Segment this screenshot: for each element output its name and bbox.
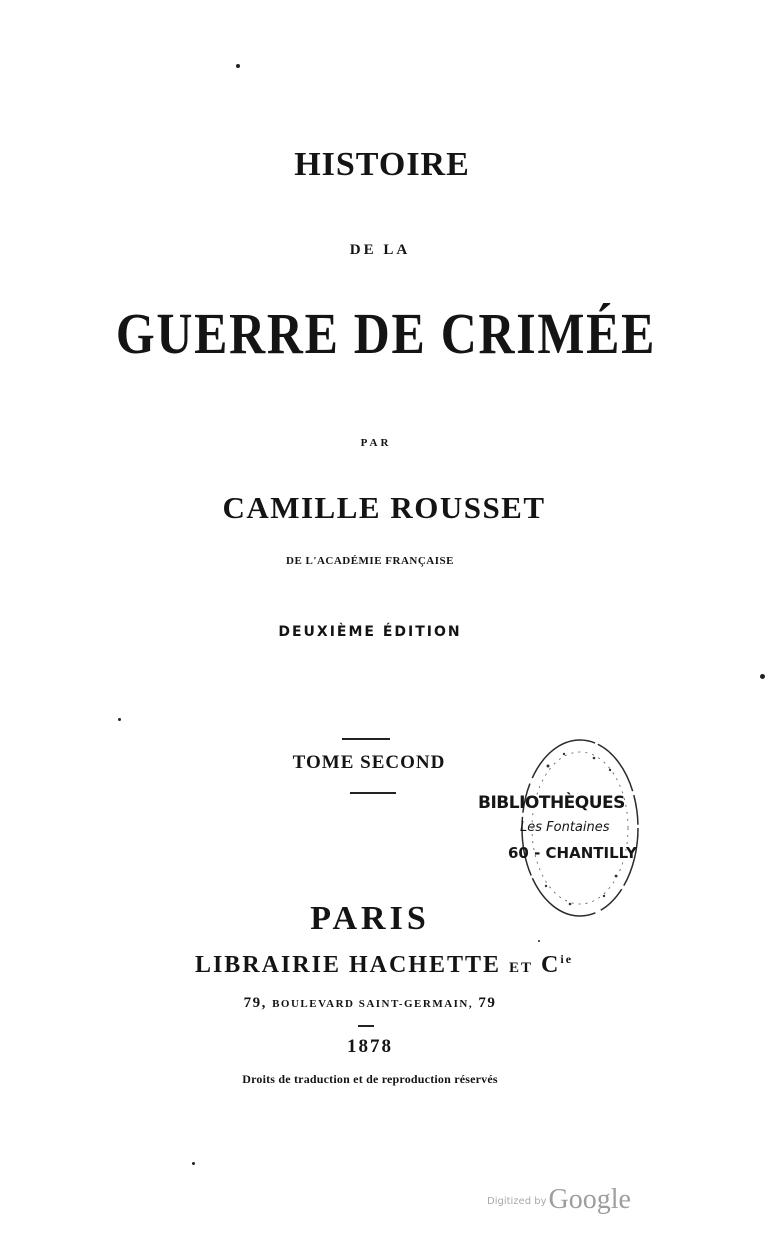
watermark-brand: Google — [548, 1184, 631, 1215]
volume-label: TOME SECOND — [292, 752, 446, 773]
address-number-1: 79, — [243, 995, 267, 1011]
watermark-prefix: Digitized by — [487, 1196, 547, 1207]
scan-speck — [236, 64, 240, 68]
edition-label: DEUXIÈME ÉDITION — [278, 624, 462, 640]
publisher-co: C — [541, 952, 561, 978]
byline-par: PAR — [360, 437, 392, 449]
publisher-et: ET — [509, 960, 534, 976]
rule-above-year — [358, 1025, 374, 1027]
imprint-address — [0, 995, 754, 1012]
imprint-publisher — [0, 952, 768, 979]
rule-above-volume — [342, 738, 390, 740]
author-name: CAMILLE ROUSSET — [222, 490, 546, 525]
address-number-2: 79 — [478, 995, 497, 1011]
scan-speck — [760, 674, 765, 679]
digitized-by-watermark — [487, 1184, 631, 1216]
title-guerre-de-crimee: GUERRE DE CRIMÉE — [115, 301, 657, 366]
publisher-co-sup: ie — [560, 952, 574, 966]
title-histoire: HISTOIRE — [294, 146, 470, 183]
author-affiliation: DE L'ACADÉMIE FRANÇAISE — [286, 555, 454, 567]
title-de-la: DE LA — [349, 242, 411, 258]
stamp-line-les-fontaines: Les Fontaines — [520, 820, 610, 835]
imprint-year: 1878 — [347, 1036, 393, 1057]
rights-notice: Droits de traduction et de reproduction réservés — [242, 1072, 498, 1086]
rule-below-volume — [350, 792, 396, 794]
address-street: BOULEVARD SAINT-GERMAIN, — [272, 998, 474, 1010]
scan-speck — [538, 940, 540, 942]
scan-speck — [118, 718, 121, 721]
publisher-name: LIBRAIRIE HACHETTE — [194, 952, 502, 978]
scan-speck — [192, 1162, 195, 1165]
stamp-line-chantilly: 60 - CHANTILLY — [508, 844, 637, 862]
stamp-line-bibliotheques: BIBLIOTHÈQUES — [478, 793, 625, 813]
imprint-city: PARIS — [310, 900, 430, 937]
